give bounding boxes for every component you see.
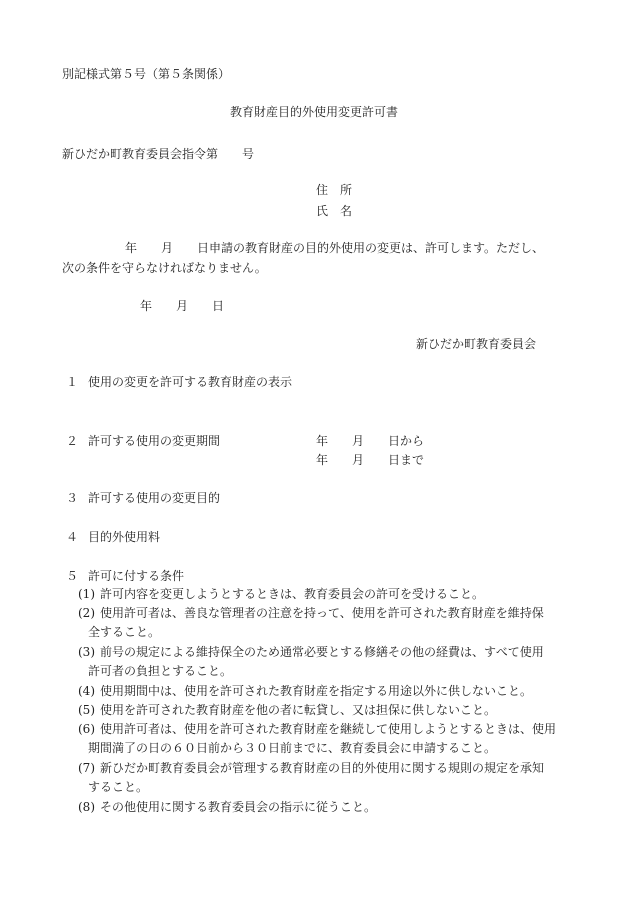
condition-3-line-1: 前号の規定による維持保全のため通常必要とする修繕その他の経費は、すべて使用 bbox=[100, 645, 544, 659]
issuer-name: 新ひだか町教育委員会 bbox=[416, 337, 537, 351]
name-label: 氏 名 bbox=[316, 204, 353, 218]
condition-1-number: (1) bbox=[78, 587, 95, 601]
section-4-label: 目的外使用料 bbox=[88, 530, 161, 544]
condition-2-line-2: 全すること。 bbox=[88, 625, 161, 639]
condition-7-line-1: 新ひだか町教育委員会が管理する教育財産の目的外使用に関する規則の規定を承知 bbox=[100, 761, 545, 775]
condition-1-line-1: 許可内容を変更しようとするときは、教育委員会の許可を受けること。 bbox=[100, 587, 485, 601]
condition-7-line-2: すること。 bbox=[88, 780, 149, 794]
order-number: 新ひだか町教育委員会指令第 号 bbox=[62, 147, 255, 161]
condition-8-line-1: その他使用に関する教育委員会の指示に従うこと。 bbox=[100, 800, 377, 814]
condition-8-number: (8) bbox=[78, 800, 95, 814]
condition-6-line-2: 期間満了の日の６０日前から３０日前までに、教育委員会に申請すること。 bbox=[88, 741, 497, 755]
address-label: 住 所 bbox=[316, 183, 353, 197]
section-4-number: ４ bbox=[66, 530, 79, 544]
section-5-label: 許可に付する条件 bbox=[88, 569, 185, 583]
condition-6-number: (6) bbox=[78, 722, 95, 736]
period-to: 年 月 日まで bbox=[316, 453, 425, 467]
condition-7-number: (7) bbox=[78, 761, 95, 775]
condition-3-line-2: 許可者の負担とすること。 bbox=[88, 664, 233, 678]
section-2-label: 許可する使用の変更期間 bbox=[88, 434, 221, 448]
document-title: 教育財産目的外使用変更許可書 bbox=[230, 105, 399, 119]
condition-4-line-1: 使用期間中は、使用を許可された教育財産を指定する用途以外に供しないこと。 bbox=[100, 684, 533, 698]
period-from: 年 月 日から bbox=[316, 434, 425, 448]
body-text-line-2: 次の条件を守らなければなりません。 bbox=[62, 261, 267, 275]
section-5-number: ５ bbox=[66, 569, 79, 583]
section-3-label: 許可する使用の変更目的 bbox=[88, 491, 221, 505]
form-label: 別記様式第５号（第５条関係） bbox=[62, 67, 231, 81]
condition-6-line-1: 使用許可者は、使用を許可された教育財産を継続して使用しようとするときは、使用 bbox=[100, 722, 557, 736]
section-1-number: １ bbox=[66, 375, 79, 389]
condition-5-line-1: 使用を許可された教育財産を他の者に転貸し、又は担保に供しないこと。 bbox=[100, 703, 497, 717]
condition-5-number: (5) bbox=[78, 703, 95, 717]
condition-3-number: (3) bbox=[78, 645, 95, 659]
section-2-number: ２ bbox=[66, 434, 79, 448]
condition-2-line-1: 使用許可者は、善良な管理者の注意を持って、使用を許可された教育財産を維持保 bbox=[100, 606, 544, 620]
body-text-line-1: 年 月 日申請の教育財産の目的外使用の変更は、許可します。ただし、 bbox=[125, 241, 545, 255]
section-1-label: 使用の変更を許可する教育財産の表示 bbox=[88, 375, 293, 389]
condition-4-number: (4) bbox=[78, 684, 95, 698]
section-3-number: ３ bbox=[66, 491, 79, 505]
issue-date: 年 月 日 bbox=[140, 299, 225, 313]
condition-2-number: (2) bbox=[78, 606, 95, 620]
